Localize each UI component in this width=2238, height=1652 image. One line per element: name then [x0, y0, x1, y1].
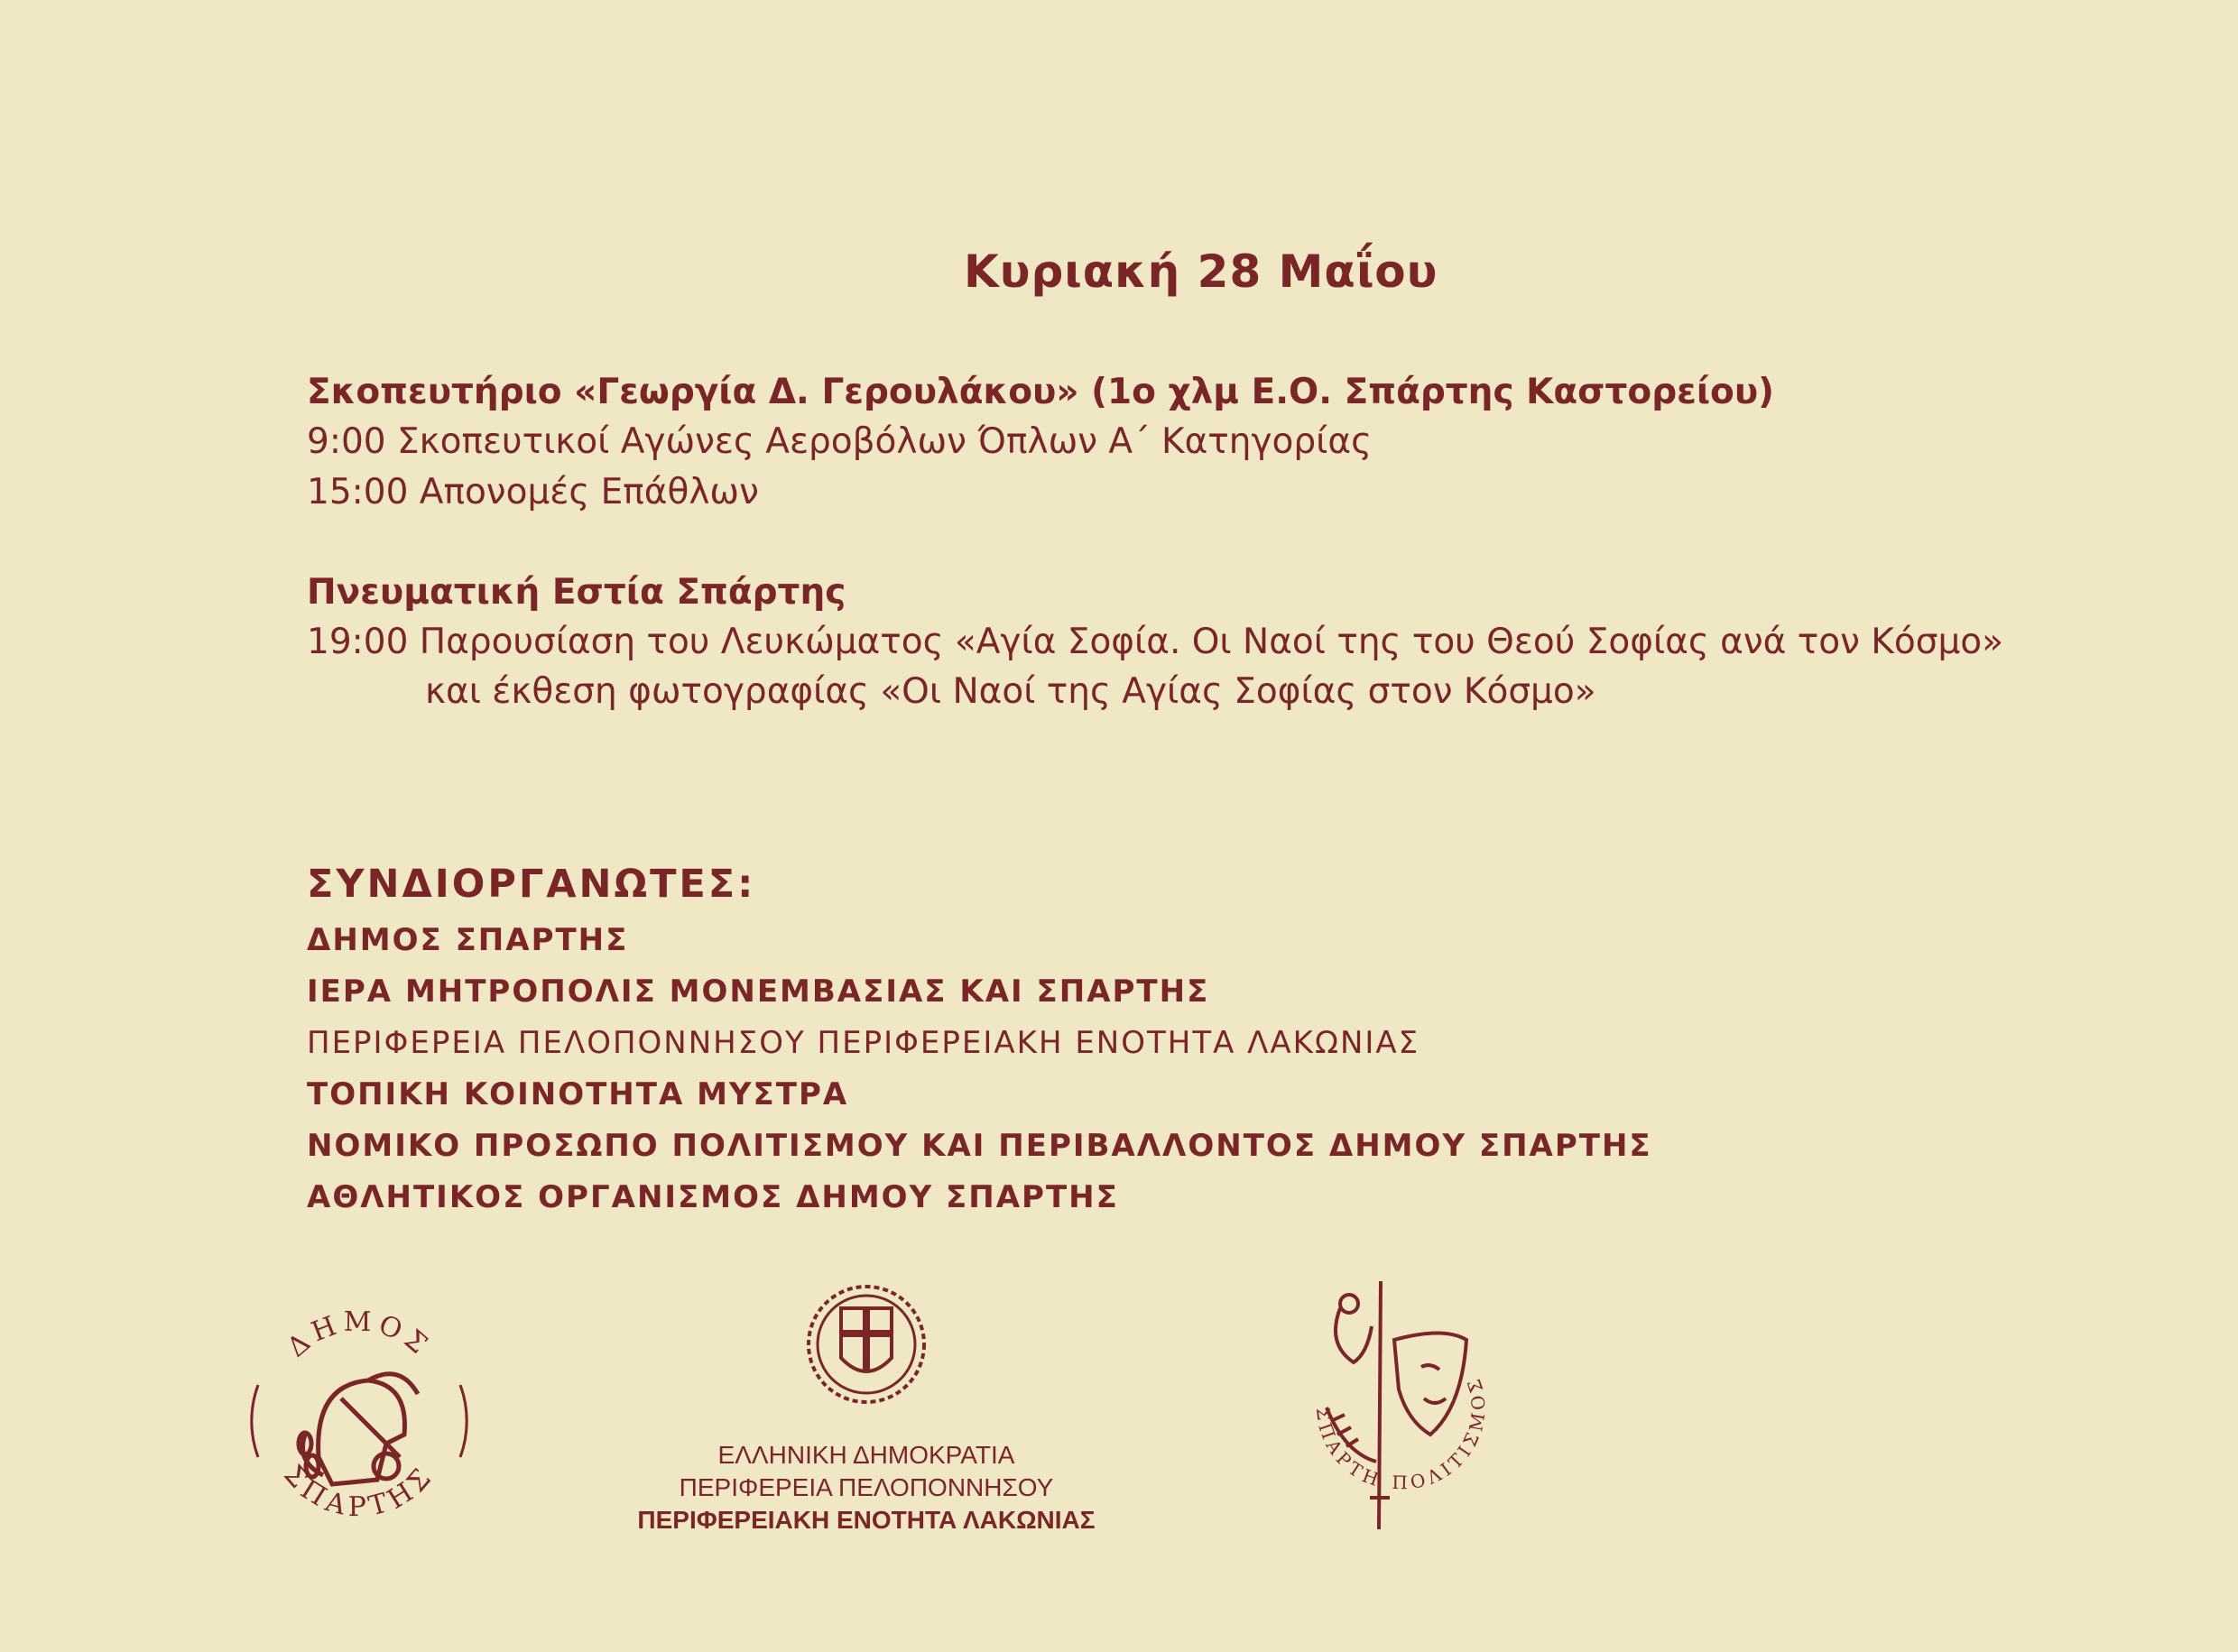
schedule-line: 19:00 Παρουσίαση του Λευκώματος «Αγία Σοφία. Οι Ναοί της του Θεού Σοφίας ανά τον Κόσμο»: [307, 622, 2003, 662]
region-line-2: ΠΕΡΙΦΕΡΕΙΑ ΠΕΛΟΠΟΝΝΗΣΟΥ: [679, 1473, 1054, 1501]
venue-title-shooting-range: Σκοπευτήριο «Γεωργία Δ. Γερουλάκου» (1ο χλμ Ε.Ο. Σπάρτης Καστορείου): [307, 372, 1774, 412]
page-title: Κυριακή 28 Μαΐου: [964, 245, 1438, 298]
organizer-item: ΝΟΜΙΚΟ ΠΡΟΣΩΠΟ ΠΟΛΙΤΙΣΜΟΥ ΚΑΙ ΠΕΡΙΒΑΛΛΟΝΤΟΣ ΔΗΜΟΥ ΣΠΑΡΤΗΣ: [307, 1128, 1652, 1164]
sparti-politismos-logo: [1263, 1272, 1516, 1534]
svg-text:ΣΠΑΡΤΗ: ΣΠΑΡΤΗ: [1311, 1406, 1386, 1492]
region-line-3: ΠΕΡΙΦΕΡΕΙΑΚΗ ΕΝΟΤΗΤΑ ΛΑΚΩΝΙΑΣ: [637, 1506, 1096, 1534]
dimos-spartis-logo: [242, 1299, 476, 1543]
organizer-item: ΙΕΡΑ ΜΗΤΡΟΠΟΛΙΣ ΜΟΝΕΜΒΑΣΙΑΣ ΚΑΙ ΣΠΑΡΤΗΣ: [307, 974, 1210, 1010]
spartan-helmet-icon: [299, 1374, 418, 1484]
organizer-item: ΠΕΡΙΦΕΡΕΙΑ ΠΕΛΟΠΟΝΝΗΣΟΥ ΠΕΡΙΦΕΡΕΙΑΚΗ ΕΝΟΤΗΤΑ ΛΑΚΩΝΙΑΣ: [307, 1025, 1420, 1061]
organizer-item: ΑΘΛΗΤΙΚΟΣ ΟΡΓΑΝΙΣΜΟΣ ΔΗΜΟΥ ΣΠΑΡΤΗΣ: [307, 1179, 1119, 1215]
organizer-item: ΤΟΠΙΚΗ ΚΟΙΝΟΤΗΤΑ ΜΥΣΤΡΑ: [307, 1076, 849, 1112]
region-line-1: ΕΛΛΗΝΙΚΗ ΔΗΜΟΚΡΑΤΙΑ: [717, 1441, 1015, 1469]
greek-coat-of-arms-icon: [785, 1281, 948, 1407]
svg-text:ΔΗΜΟΣ: ΔΗΜΟΣ: [281, 1306, 438, 1364]
organizers-heading: ΣΥΝΔΙΟΡΓΑΝΩΤΕΣ:: [307, 862, 756, 907]
schedule-line: και έκθεση φωτογραφίας «Οι Ναοί της Αγίας Σοφίας στον Κόσμο»: [425, 671, 1596, 712]
organizer-item: ΔΗΜΟΣ ΣΠΑΡΤΗΣ: [307, 922, 629, 958]
svg-text:ΣΠΑΡΤΗΣ: ΣΠΑΡΤΗΣ: [277, 1459, 441, 1524]
svg-text:ΠΟΛΙΤΙΣΜΟΣ: ΠΟΛΙΤΙΣΜΟΣ: [1392, 1371, 1491, 1494]
schedule-line: 15:00 Απονομές Επάθλων: [307, 472, 759, 512]
region-logo-text: [560, 1439, 1173, 1537]
venue-title-cultural-center: Πνευματική Εστία Σπάρτης: [307, 572, 846, 613]
schedule-line: 9:00 Σκοπευτικοί Αγώνες Αεροβόλων Όπλων Α΄ Κατηγορίας: [307, 421, 1372, 462]
